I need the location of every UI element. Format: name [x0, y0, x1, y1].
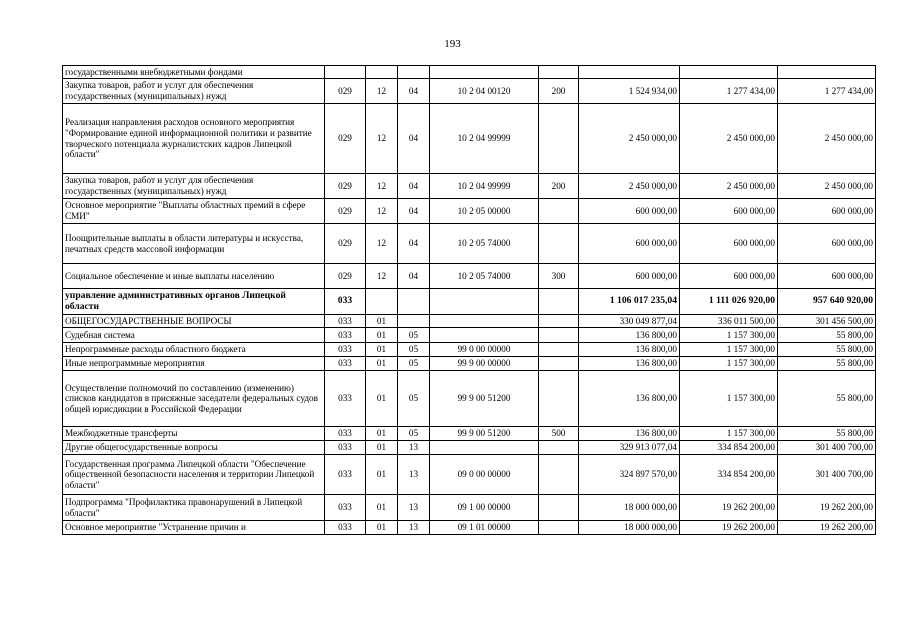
row-name-cell: ОБЩЕГОСУДАРСТВЕННЫЕ ВОПРОСЫ [63, 315, 325, 328]
amount-year2-cell: 600 000,00 [680, 224, 778, 264]
admin-code-cell: 033 [325, 455, 366, 495]
admin-code-cell: 029 [325, 104, 366, 174]
amount-year3-cell: 19 262 200,00 [778, 495, 876, 521]
table-row [63, 224, 876, 264]
row-name-cell: Осуществление полномочий по составлению (изменению) списков кандидатов в присяжные заседатели федеральных судов общей юрисдикции в Российской Федерации [63, 371, 325, 427]
section-code-cell: 01 [366, 357, 398, 371]
target-article-cell [430, 328, 539, 343]
amount-year3-cell: 55 800,00 [778, 371, 876, 427]
amount-year1-cell: 600 000,00 [579, 224, 680, 264]
amount-year1-cell [579, 66, 680, 79]
row-name-cell: Судебная система [63, 328, 325, 343]
admin-code-cell: 029 [325, 199, 366, 224]
section-code-cell: 12 [366, 224, 398, 264]
section-code-cell: 12 [366, 79, 398, 104]
amount-year2-cell: 1 157 300,00 [680, 343, 778, 357]
section-code-cell: 01 [366, 455, 398, 495]
amount-year3-cell: 1 277 434,00 [778, 79, 876, 104]
expense-type-cell [539, 441, 579, 455]
table-row [63, 199, 876, 224]
row-name-cell: Иные непрограммные мероприятия [63, 357, 325, 371]
subsection-code-cell: 05 [398, 427, 430, 441]
target-article-cell: 10 2 05 74000 [430, 224, 539, 264]
admin-code-cell: 033 [325, 427, 366, 441]
section-code-cell: 01 [366, 441, 398, 455]
amount-year2-cell: 1 111 026 920,00 [680, 289, 778, 315]
subsection-code-cell [398, 289, 430, 315]
table-row [63, 328, 876, 343]
amount-year1-cell: 18 000 000,00 [579, 495, 680, 521]
target-article-cell: 99 9 00 51200 [430, 427, 539, 441]
amount-year1-cell: 2 450 000,00 [579, 174, 680, 199]
table-row [63, 264, 876, 289]
amount-year1-cell: 1 106 017 235,04 [579, 289, 680, 315]
expense-type-cell [539, 455, 579, 495]
subsection-code-cell: 05 [398, 343, 430, 357]
section-code-cell: 01 [366, 371, 398, 427]
target-article-cell [430, 66, 539, 79]
target-article-cell: 10 2 04 99999 [430, 174, 539, 199]
expense-type-cell [539, 495, 579, 521]
admin-code-cell: 029 [325, 224, 366, 264]
amount-year1-cell: 600 000,00 [579, 199, 680, 224]
admin-code-cell: 033 [325, 289, 366, 315]
section-code-cell: 12 [366, 199, 398, 224]
amount-year3-cell [778, 66, 876, 79]
subsection-code-cell: 05 [398, 371, 430, 427]
target-article-cell: 09 0 00 00000 [430, 455, 539, 495]
table-row [63, 371, 876, 427]
amount-year3-cell: 19 262 200,00 [778, 521, 876, 535]
amount-year2-cell: 600 000,00 [680, 264, 778, 289]
subsection-code-cell: 05 [398, 328, 430, 343]
target-article-cell: 09 1 00 00000 [430, 495, 539, 521]
expense-type-cell [539, 199, 579, 224]
row-name-cell: Непрограммные расходы областного бюджета [63, 343, 325, 357]
subsection-code-cell: 04 [398, 104, 430, 174]
amount-year2-cell: 2 450 000,00 [680, 104, 778, 174]
target-article-cell: 10 2 04 99999 [430, 104, 539, 174]
table-row [63, 455, 876, 495]
budget-table [62, 65, 876, 535]
row-name-cell: Закупка товаров, работ и услуг для обеспечения государственных (муниципальных) нужд [63, 174, 325, 199]
amount-year3-cell: 957 640 920,00 [778, 289, 876, 315]
subsection-code-cell: 04 [398, 264, 430, 289]
admin-code-cell: 029 [325, 264, 366, 289]
row-name-cell: Государственная программа Липецкой области "Обеспечение общественной безопасности населения и территории Липецкой области" [63, 455, 325, 495]
amount-year2-cell: 1 157 300,00 [680, 371, 778, 427]
table-row [63, 495, 876, 521]
amount-year3-cell: 55 800,00 [778, 427, 876, 441]
expense-type-cell [539, 328, 579, 343]
expense-type-cell: 200 [539, 79, 579, 104]
expense-type-cell [539, 343, 579, 357]
table-row [63, 441, 876, 455]
amount-year2-cell: 1 157 300,00 [680, 357, 778, 371]
admin-code-cell: 029 [325, 174, 366, 199]
row-name-cell: Межбюджетные трансферты [63, 427, 325, 441]
amount-year2-cell: 336 011 500,00 [680, 315, 778, 328]
amount-year3-cell: 600 000,00 [778, 264, 876, 289]
subsection-code-cell: 13 [398, 441, 430, 455]
table-row [63, 104, 876, 174]
target-article-cell [430, 289, 539, 315]
amount-year3-cell: 301 400 700,00 [778, 441, 876, 455]
table-row [63, 521, 876, 535]
target-article-cell: 99 9 00 00000 [430, 357, 539, 371]
amount-year2-cell: 1 157 300,00 [680, 328, 778, 343]
row-name-cell: Основное мероприятие "Выплаты областных премий в сфере СМИ" [63, 199, 325, 224]
target-article-cell: 09 1 01 00000 [430, 521, 539, 535]
subsection-code-cell: 04 [398, 174, 430, 199]
admin-code-cell: 033 [325, 371, 366, 427]
amount-year2-cell: 1 277 434,00 [680, 79, 778, 104]
amount-year3-cell: 55 800,00 [778, 343, 876, 357]
amount-year1-cell: 329 913 077,04 [579, 441, 680, 455]
row-name-cell: Поощрительные выплаты в области литературы и искусства, печатных средств массовой информации [63, 224, 325, 264]
subsection-code-cell: 05 [398, 357, 430, 371]
section-code-cell: 01 [366, 495, 398, 521]
expense-type-cell [539, 289, 579, 315]
amount-year3-cell: 55 800,00 [778, 328, 876, 343]
expense-type-cell: 300 [539, 264, 579, 289]
expense-type-cell [539, 66, 579, 79]
subsection-code-cell: 13 [398, 495, 430, 521]
amount-year2-cell: 19 262 200,00 [680, 521, 778, 535]
expense-type-cell: 500 [539, 427, 579, 441]
subsection-code-cell: 13 [398, 455, 430, 495]
admin-code-cell: 033 [325, 343, 366, 357]
target-article-cell [430, 315, 539, 328]
amount-year1-cell: 18 000 000,00 [579, 521, 680, 535]
row-name-cell: Социальное обеспечение и иные выплаты населению [63, 264, 325, 289]
target-article-cell: 99 0 00 00000 [430, 343, 539, 357]
section-code-cell [366, 66, 398, 79]
amount-year1-cell: 136 800,00 [579, 343, 680, 357]
row-name-cell: управление административных органов Липецкой области [63, 289, 325, 315]
row-name-cell: государственными внебюджетными фондами [63, 66, 325, 79]
row-name-cell: Реализация направления расходов основного мероприятия "Формирование единой информационной политики и развитие творческого потенциала журналистских кадров Липецкой области" [63, 104, 325, 174]
section-code-cell: 12 [366, 264, 398, 289]
admin-code-cell: 033 [325, 521, 366, 535]
row-name-cell: Основное мероприятие "Устранение причин и [63, 521, 325, 535]
section-code-cell: 01 [366, 521, 398, 535]
expense-type-cell [539, 371, 579, 427]
target-article-cell: 10 2 04 00120 [430, 79, 539, 104]
subsection-code-cell [398, 66, 430, 79]
amount-year1-cell: 330 049 877,04 [579, 315, 680, 328]
section-code-cell: 12 [366, 174, 398, 199]
table-row [63, 66, 876, 79]
admin-code-cell: 029 [325, 79, 366, 104]
amount-year2-cell: 334 854 200,00 [680, 455, 778, 495]
section-code-cell: 01 [366, 427, 398, 441]
amount-year1-cell: 136 800,00 [579, 427, 680, 441]
table-row [63, 174, 876, 199]
amount-year1-cell: 136 800,00 [579, 357, 680, 371]
amount-year1-cell: 136 800,00 [579, 328, 680, 343]
admin-code-cell: 033 [325, 357, 366, 371]
amount-year3-cell: 600 000,00 [778, 199, 876, 224]
section-code-cell: 01 [366, 315, 398, 328]
admin-code-cell [325, 66, 366, 79]
table-row [63, 427, 876, 441]
subsection-code-cell [398, 315, 430, 328]
row-name-cell: Подпрограмма "Профилактика правонарушений в Липецкой области" [63, 495, 325, 521]
table-row [63, 79, 876, 104]
section-code-cell: 12 [366, 104, 398, 174]
table-row [63, 343, 876, 357]
admin-code-cell: 033 [325, 315, 366, 328]
admin-code-cell: 033 [325, 495, 366, 521]
amount-year3-cell: 301 456 500,00 [778, 315, 876, 328]
expense-type-cell [539, 315, 579, 328]
amount-year2-cell: 600 000,00 [680, 199, 778, 224]
amount-year3-cell: 600 000,00 [778, 224, 876, 264]
row-name-cell: Другие общегосударственные вопросы [63, 441, 325, 455]
target-article-cell: 99 9 00 51200 [430, 371, 539, 427]
amount-year3-cell: 2 450 000,00 [778, 174, 876, 199]
subsection-code-cell: 04 [398, 199, 430, 224]
admin-code-cell: 033 [325, 328, 366, 343]
table-row [63, 315, 876, 328]
target-article-cell: 10 2 05 00000 [430, 199, 539, 224]
subsection-code-cell: 04 [398, 224, 430, 264]
expense-type-cell [539, 357, 579, 371]
amount-year3-cell: 55 800,00 [778, 357, 876, 371]
amount-year2-cell [680, 66, 778, 79]
expense-type-cell [539, 104, 579, 174]
expense-type-cell [539, 521, 579, 535]
subsection-code-cell: 13 [398, 521, 430, 535]
amount-year2-cell: 1 157 300,00 [680, 427, 778, 441]
amount-year1-cell: 600 000,00 [579, 264, 680, 289]
target-article-cell [430, 441, 539, 455]
amount-year1-cell: 324 897 570,00 [579, 455, 680, 495]
target-article-cell: 10 2 05 74000 [430, 264, 539, 289]
amount-year1-cell: 2 450 000,00 [579, 104, 680, 174]
amount-year1-cell: 1 524 934,00 [579, 79, 680, 104]
amount-year3-cell: 301 400 700,00 [778, 455, 876, 495]
row-name-cell: Закупка товаров, работ и услуг для обеспечения государственных (муниципальных) нужд [63, 79, 325, 104]
section-code-cell: 01 [366, 328, 398, 343]
subsection-code-cell: 04 [398, 79, 430, 104]
amount-year3-cell: 2 450 000,00 [778, 104, 876, 174]
section-code-cell: 01 [366, 343, 398, 357]
section-code-cell [366, 289, 398, 315]
expense-type-cell [539, 224, 579, 264]
amount-year1-cell: 136 800,00 [579, 371, 680, 427]
amount-year2-cell: 2 450 000,00 [680, 174, 778, 199]
table-row [63, 357, 876, 371]
page-number: 193 [444, 38, 461, 50]
expense-type-cell: 200 [539, 174, 579, 199]
table-row [63, 289, 876, 315]
amount-year2-cell: 334 854 200,00 [680, 441, 778, 455]
amount-year2-cell: 19 262 200,00 [680, 495, 778, 521]
admin-code-cell: 033 [325, 441, 366, 455]
